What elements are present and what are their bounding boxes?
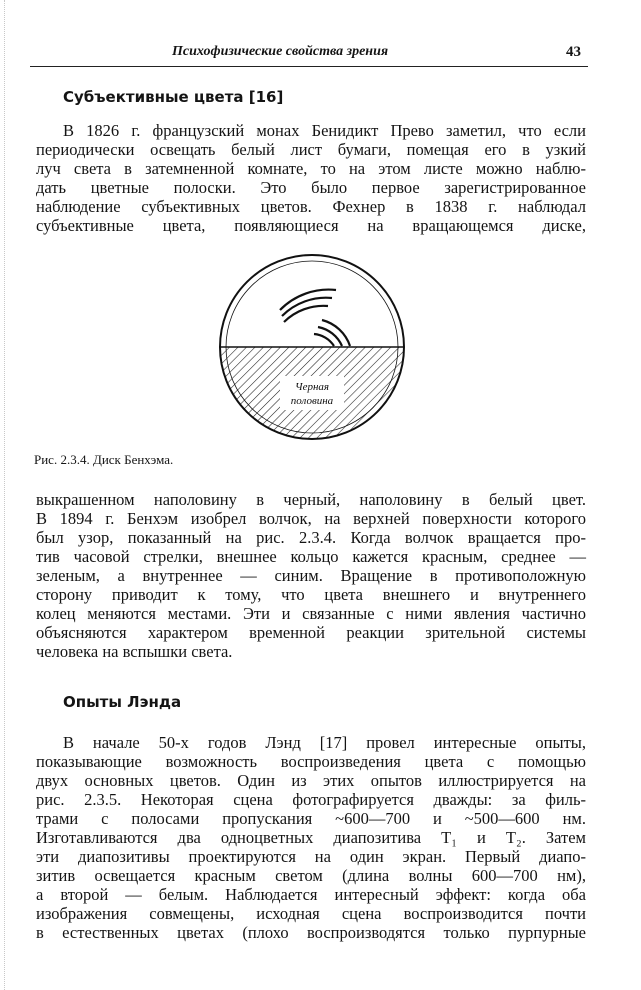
label-line-2: половина xyxy=(290,395,334,407)
text-line: объясняются характером временной реакции зрительной системы xyxy=(36,623,586,642)
section-heading-land-experiments: Опыты Лэнда xyxy=(63,693,182,711)
text-line: В начале 50-х годов Лэнд [17] провел интересные опыты, xyxy=(63,733,586,752)
text-line: трами с полосами пропускания ~600—700 и ~500—600 нм. xyxy=(36,809,586,828)
benham-disk-figure xyxy=(214,252,410,442)
label-line-1: Черная xyxy=(294,381,330,393)
middle-arcs xyxy=(314,320,350,346)
text-line: двух основных цветов. Один из этих опытов иллюстрируется на xyxy=(36,771,586,790)
text-line: а второй — белым. Наблюдается интересный эффект: когда оба xyxy=(36,885,586,904)
text-line: периодически освещать белый лист бумаги, помещая его в узкий xyxy=(36,140,586,159)
paragraph-prevost xyxy=(36,121,586,235)
text-line: В 1826 г. французский монах Бенидикт Прево заметил, что если xyxy=(63,121,586,140)
text-line: был узор, показанный на рис. 2.3.4. Когда волчок вращается про- xyxy=(36,528,586,547)
figure-caption: Рис. 2.3.4. Диск Бенхэма. xyxy=(34,452,174,467)
text-line: Изготавливаются два одноцветных диапозитива T₁ и T₂. Затем xyxy=(36,828,586,847)
text-line: В 1894 г. Бенхэм изобрел волчок, на верхней поверхности которого xyxy=(36,509,586,528)
text-line: зеленым, а внутреннее — синим. Вращение в противоположную xyxy=(36,566,586,585)
text-line: дать цветные полоски. Это было первое зарегистрированное xyxy=(36,178,586,197)
text-line: сторону приводит к тому, что цвета внешнего и внутреннего xyxy=(36,585,586,604)
text-line: рис. 2.3.5. Некоторая сцена фотографируется дважды: за филь- xyxy=(36,790,586,809)
text-line: субъективные цвета, появляющиеся на вращающемся диске, xyxy=(36,216,586,235)
paragraph-land xyxy=(36,733,586,942)
text-line: изображения совмещены, исходная сцена воспроизводится почти xyxy=(36,904,586,923)
paragraph-benham xyxy=(36,490,586,661)
section-heading-subjective-colors: Субъективные цвета [16] xyxy=(63,88,284,106)
text-line: эти диапозитивы проектируются на один экран. Первый диапо- xyxy=(36,847,586,866)
text-line: человека на вспышки света. xyxy=(36,642,233,661)
header-rule xyxy=(30,66,588,67)
page-number: 43 xyxy=(566,44,581,60)
outer-arcs xyxy=(280,290,336,322)
text-line: наблюдение субъективных цветов. Фехнер в 1838 г. наблюдал xyxy=(36,197,586,216)
text-line: показывающие возможность воспроизведения цвета с помощью xyxy=(36,752,586,771)
text-line: зитив освещается красным светом (длина волны 600—700 нм), xyxy=(36,866,586,885)
text-line: луч света в затемненной комнате, то на этом листе можно наблю- xyxy=(36,159,586,178)
text-line: выкрашенном наполовину в черный, наполовину в белый цвет. xyxy=(36,490,586,509)
scan-edge-dots xyxy=(4,0,5,990)
running-head: Психофизические свойства зрения xyxy=(172,44,389,59)
text-line: в естественных цветах (плохо воспроизводятся только пурпурные xyxy=(36,923,586,942)
text-line: тив часовой стрелки, внешнее кольцо кажется красным, среднее — xyxy=(36,547,586,566)
text-line: колец меняются местами. Эти и связанные с ними явления частично xyxy=(36,604,586,623)
